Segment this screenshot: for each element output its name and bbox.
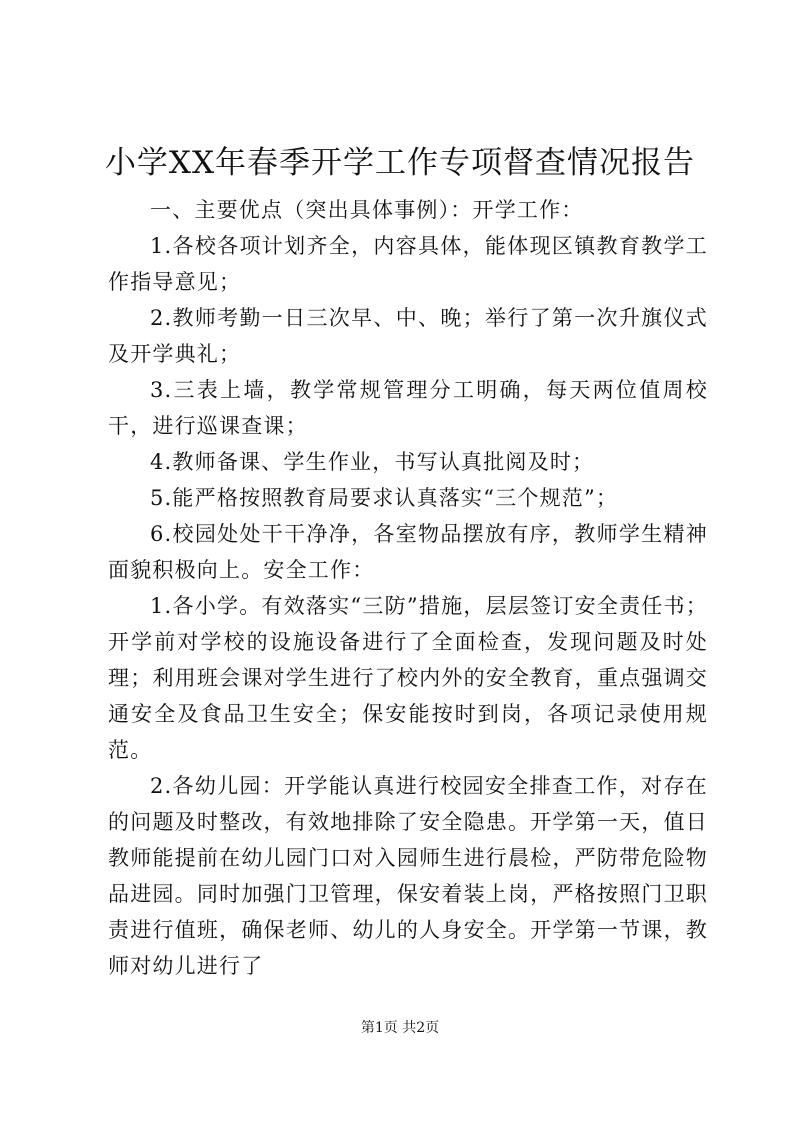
- page-footer: 第1页 共2页: [360, 1020, 440, 1036]
- paragraph-item-6: 6.校园处处干干净净，各室物品摆放有序，教师学生精神面貌积极向上。安全工作：: [108, 522, 708, 582]
- paragraph-item-3: 3.三表上墙，教学常规管理分工明确，每天两位值周校干，进行巡课查课；: [108, 378, 708, 438]
- paragraph-item-2: 2.教师考勤一日三次早、中、晚；举行了第一次升旗仪式及开学典礼；: [108, 306, 708, 366]
- paragraph-item-5: 5.能严格按照教育局要求认真落实“三个规范”；: [150, 486, 619, 510]
- paragraph-item-1: 1.各校各项计划齐全，内容具体，能体现区镇教育教学工作指导意见；: [108, 234, 708, 294]
- paragraph-safety-primary: 1.各小学。有效落实“三防”措施，层层签订安全责任书；开学前对学校的设施设备进行了全面检查，发现问题及时处理；利用班会课对学生进行了校内外的安全教育，重点强调交通安全及食品卫生安全；保安能按时到岗，各项记录使用规范。: [108, 594, 708, 762]
- paragraph-section-heading: 一、主要优点（突出具体事例）：开学工作：: [150, 198, 584, 222]
- page-title: 小学XX年春季开学工作专项督查情况报告: [104, 145, 696, 181]
- paragraph-item-4: 4.教师备课、学生作业，书写认真批阅及时；: [150, 450, 595, 474]
- paragraph-safety-kindergarten: 2.各幼儿园：开学能认真进行校园安全排查工作，对存在的问题及时整改，有效地排除了安全隐患。开学第一天，值日教师能提前在幼儿园门口对入园师生进行晨检，严防带危险物品进园。同时加强门卫管理，保安着装上岗，严格按照门卫职责进行值班，确保老师、幼儿的人身安全。开学第一节课，教师对幼儿进行了: [108, 774, 708, 978]
- document-body: [108, 192, 708, 984]
